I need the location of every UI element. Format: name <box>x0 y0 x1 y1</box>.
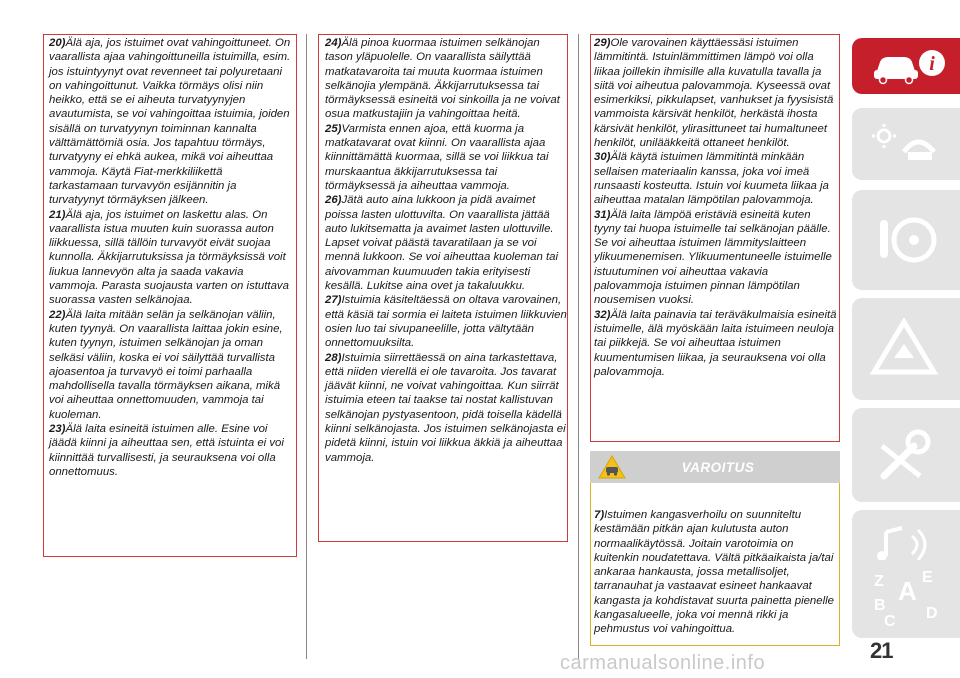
tab-car-info[interactable] <box>852 38 960 94</box>
note-text: Älä pinoa kuormaa istuimen selkänojan tason yläpuolelle. On vaarallista säilyttää matkatavaroita tai muuta kuormaa istuimen selkänojia ylempänä. Äkkijarrutuksessa tai törmäyksessä esineitä voi sinkoilla ja ne voivat osua matkustajiin ja vahingoittaa heitä. <box>325 37 560 121</box>
note-number: 31) <box>594 208 611 221</box>
note-number: 27) <box>325 294 342 307</box>
note-text: Istuimen kangasverhoilu on suunniteltu kestämään pitkän ajan kulutusta auton normaalikäytössä. Joitain varotoimia on kuitenkin noudatettava. Vältä pitkäaikaista ja/tai ankaraa hankausta, jossa metallisoljet, tarranauhat ja vastaavat esineet hankaavat kangasta ja kohdistavat suurta painetta pienelle kangasalueelle, joka voi mennä rikki ja pehmustus voi vahingoittua. <box>594 509 834 636</box>
tab-index[interactable] <box>852 560 960 638</box>
note-26 <box>325 193 568 293</box>
steering-wheel-icon <box>870 210 940 275</box>
note-28 <box>325 351 568 465</box>
index-letters-icon <box>870 566 950 635</box>
note-text: Älä laita painavia tai teräväkulmaisia esineitä istuimelle, älä myöskään laita istuimeen neuloja tai piikkejä. Se voi aiheuttaa istuimen kuumentumisen liikaa, ja seurauksena voi olla palovammoja. <box>594 308 837 378</box>
note-25 <box>325 122 568 193</box>
tab-dashboard-lights[interactable] <box>852 108 960 180</box>
note-number: 24) <box>325 37 342 49</box>
column-3 <box>594 36 839 379</box>
note-32 <box>594 308 839 379</box>
note-30 <box>594 150 839 207</box>
note-text: Istuimia käsiteltäessä on oltava varovainen, että käsiä tai sormia ei laiteta istuimen liikkuvien osien luo tai sivupaneelille, jotta vältytään onnettomuuksilta. <box>325 294 567 350</box>
tab-steering[interactable] <box>852 190 960 290</box>
page-number: 21 <box>870 638 893 663</box>
note-text: Älä laita mitään selän ja selkänojan väliin, kuten tyynyä. On vaarallista laittaa jokin esine, kuten tyynyn, istuimen selkänojan ja oman selkäsi väliin, koska ei voi säilyttää turvallista ajoasentoa ja turvavyö ei toimi parhaalla mahdollisella tavalla törmäyksen aikana, mikä voi aiheuttaa onnettomuuden, vammoja tai kuoleman. <box>49 308 283 421</box>
note-31 <box>594 208 839 308</box>
dashboard-lights-icon <box>870 122 940 173</box>
column-1 <box>49 36 294 479</box>
column-divider <box>578 34 579 659</box>
column-2 <box>325 36 568 465</box>
note-text: Ole varovainen käyttäessäsi istuimen lämmitintä. Istuinlämmittimen lämpö voi olla liikaa joillekin ihmisille alla kuvatulla tavalla ja siitä voi aiheutua palovammoja. Kyseessä ovat esimerkiksi, pikkulapset, vanhukset ja fyysisistä vammoista kärsivät henkilöt, herkästä ihosta kärsivät henkilöt, ylirasittuneet tai humaltuneet henkilöt, unilääkkeitä ottaneet henkilöt. <box>594 37 834 150</box>
note-text: Älä käytä istuimen lämmitintä minkään sellaisen materiaalin kanssa, joka voi imeä runsaasti kosteutta. Istuin voi kuumeta liikaa ja aiheuttaa matalan lämpötilan palovammoja. <box>594 151 829 207</box>
warning-title: VAROITUS <box>681 459 755 475</box>
note-number: 22) <box>49 308 66 321</box>
note-21 <box>49 208 294 308</box>
car-info-icon <box>870 46 950 91</box>
note-text: Jätä auto aina lukkoon ja pidä avaimet poissa lasten ulottuvilta. On vaarallista jättää auto lukitsematta ja avaimet lasten ulottuville. Lapset voivat päästä tavaratilaan ja se voi mennä lukkoon. Se voi aiheuttaa kuoleman tai aivovamman kuumuuden takia erityisesti kesällä. Lukitse aina ovet ja takaluukku. <box>325 194 559 293</box>
note-number: 20) <box>49 37 66 49</box>
note-number: 23) <box>49 423 66 436</box>
note-text: Älä aja, jos istuimet on laskettu alas. On vaarallista istua muuten kuin suorassa auton liikkuessa, sillä tällöin turvavyöt eivät suojaa kunnolla. Äkkijarrutuksissa ja törmäyksissä voit liukua lannevyön alta ja saada vakavia vammoja. Parasta suojausta varten on istuttava suorassa vasten selkänojaa. <box>49 208 289 307</box>
tab-service[interactable] <box>852 408 960 502</box>
note-number: 29) <box>594 37 611 49</box>
svg-text:E: E <box>922 569 933 586</box>
tab-emergency[interactable] <box>852 298 960 400</box>
note-23 <box>49 422 294 479</box>
warning-header <box>590 451 840 483</box>
note-text: Älä aja, jos istuimet ovat vahingoittuneet. On vaarallista ajaa vahingoittuneilla istuimilla, esim. jos istuintyynyt ovat revenneet tai polyuretaani on vahingoittunut. Vaikka törmäys olisi niin heikko, että se ei aiheuta turvatyynyjen avautumista, se voi vahingoittaa istuimia, joiden sisällä on turvatyynyn toiminnan kannalta välttämättömiä osia. Jos tapahtuu törmäys, turvatyyny ei ehkä aukea, mikä voi aiheuttaa vammoja. Käytä Fiat-merkkiliikettä tarkastamaan turvavyön esijännitin ja turvatyynyt törmäyksen jälkeen. <box>49 37 291 207</box>
note-29 <box>594 36 839 150</box>
note-number: 32) <box>594 308 611 321</box>
note-text: Älä laita lämpöä eristäviä esineitä kuten tyyny tai huopa istuimelle tai selkänojan päälle. Se voi aiheuttaa istuimen lämmityslaitteen ylikuumenemisen. Ylikuumentuneelle istuimelle istuutuminen voi aiheuttaa vakavia palovammoja istuimen pinnan lämpötilan nousemisen vuoksi. <box>594 208 832 307</box>
note-number: 21) <box>49 208 66 221</box>
note-text: Istuimia siirrettäessä on aina tarkastettava, että niiden vierellä ei ole tavaroita. Jos tavarat jäävät kiinni, ne voivat vahingoittaa. Kun siirrät istuimia eteen tai taakse tai nostat kallistuvan selkänojan pystyasentoon, pidä toisella kädellä kiinni selkänojasta. Jos istuimen selkänojasta ei pidetä kiinni, istuin voi liikkua äkkiä ja aiheuttaa vammoja. <box>325 351 566 464</box>
service-tools-icon <box>870 426 940 491</box>
note-number: 30) <box>594 151 611 164</box>
note-number: 26) <box>325 194 342 207</box>
svg-text:A: A <box>898 576 917 606</box>
note-24 <box>325 36 568 122</box>
warning-text <box>594 508 836 637</box>
emergency-triangle-icon <box>870 318 940 383</box>
note-text: Varmista ennen ajoa, että kuorma ja matkatavarat ovat kiinni. On vaarallista ajaa kiinnittämättä kuormaa, sillä se voi liikkua tai murskaantua äkkijarrutuksessa tai törmäyksessä ja aiheuttaa vammoja. <box>325 122 549 192</box>
note-number: 25) <box>325 122 342 135</box>
note-number: 7) <box>594 509 605 521</box>
note-number: 28) <box>325 351 342 364</box>
footer-watermark: carmanualsonline.info <box>560 652 766 674</box>
note-22 <box>49 308 294 422</box>
svg-text:i: i <box>929 53 935 75</box>
note-text: Älä laita esineitä istuimen alle. Esine voi jäädä kiinni ja aiheuttaa sen, että istuinta ei voi kiinnittää turvallisesti, ja seurauksena voi olla onnettomuus. <box>49 423 284 478</box>
column-divider <box>306 34 307 659</box>
note-20 <box>49 36 294 208</box>
car-warning-icon <box>598 455 626 479</box>
svg-text:D: D <box>926 605 938 622</box>
svg-text:Z: Z <box>874 573 884 590</box>
note-27 <box>325 293 568 350</box>
svg-text:B: B <box>874 597 886 614</box>
svg-text:C: C <box>884 613 896 630</box>
